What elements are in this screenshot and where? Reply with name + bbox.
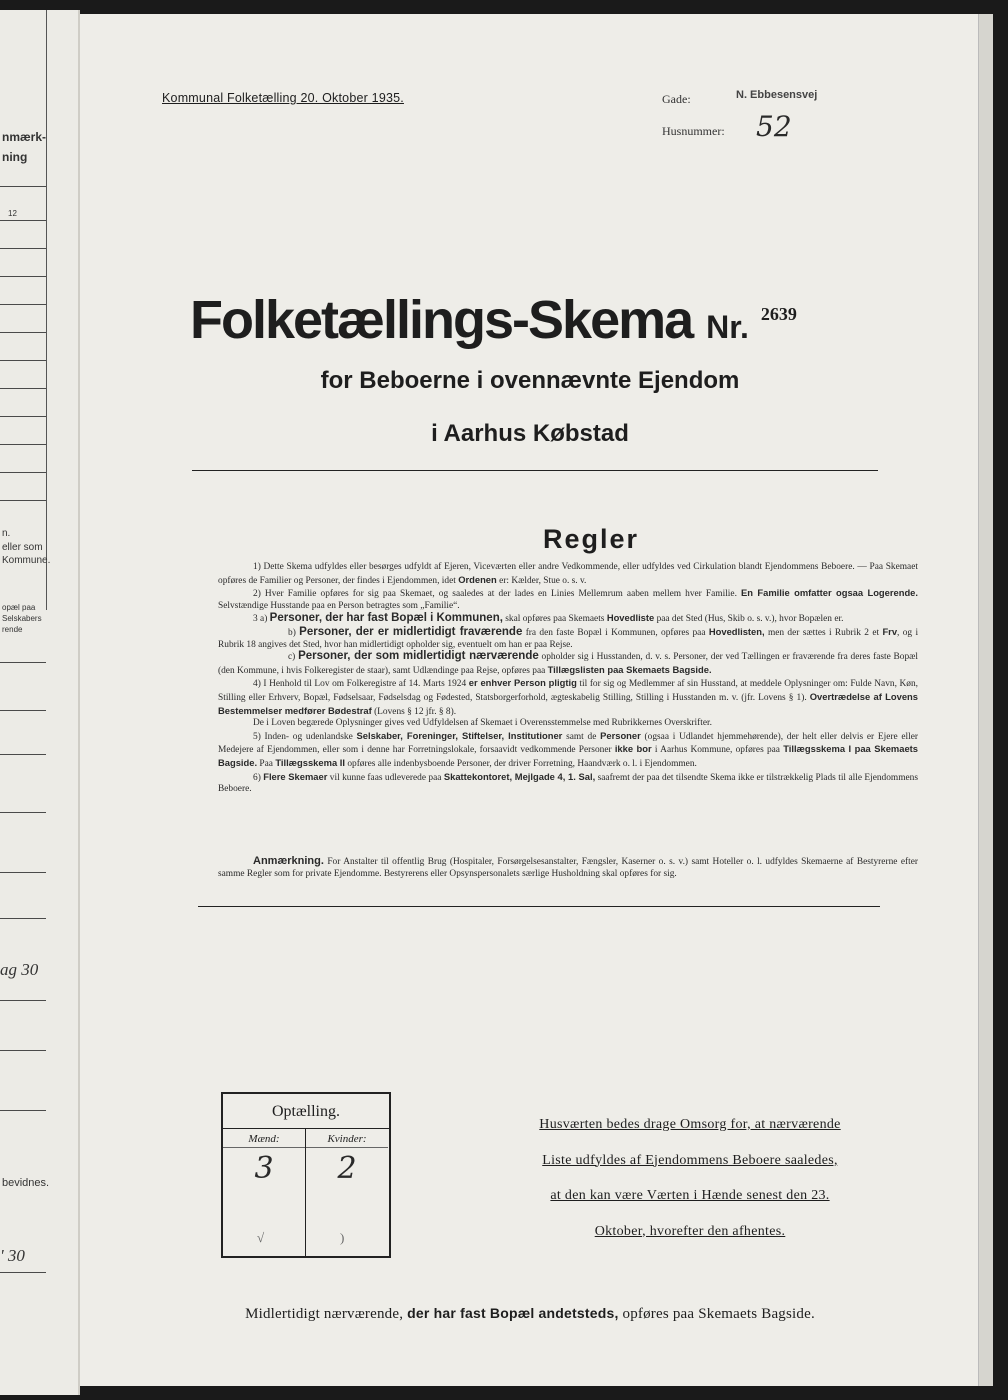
street-label: Gade: <box>662 92 691 106</box>
form-subtitle-2: i Aarhus Købstad <box>431 420 629 447</box>
rule <box>0 332 46 333</box>
count-box <box>221 1092 391 1258</box>
house-number-label: Husnummer: <box>662 124 725 138</box>
left-fragment-bopael: opæl paa <box>2 603 36 612</box>
page-edge <box>978 14 993 1386</box>
rule <box>0 360 46 361</box>
footer-part-3: opføres paa Skemaets Bagside. <box>622 1306 815 1322</box>
footer-part-2: der har fast Bopæl andetsteds, <box>407 1305 619 1321</box>
note-body: For Anstalter til offentlig Brug (Hospitaler, Forsørgelsesanstalter, Fængsler, Kaserner o. s. v.) samt Hoteller o. l. udfyldes Skemaerne af Bestyrerne efter samme Regler som for private Ejendomme. Bestyrerens eller Opsynspersonalets særlige Husholdning skal opføres for sig. <box>218 857 919 879</box>
house-number-value: 52 <box>756 110 792 143</box>
men-column <box>223 1129 306 1256</box>
divider-bottom <box>198 906 880 907</box>
left-fragment-2: ning <box>2 150 28 164</box>
men-check-mark: √ <box>257 1230 265 1245</box>
rule-4b: De i Loven begærede Oplysninger gives ved Udfyldelsen af Skemaet i Overensstemmelse med Rubrikkernes Overskrifter. <box>253 718 712 729</box>
left-fragment-rende: rende <box>2 625 23 634</box>
rule <box>0 444 46 445</box>
census-title: Kommunal Folketælling 20. Oktober 1935. <box>162 91 404 105</box>
instructions-line-4: Oktober, hvorefter den afhentes. <box>594 1223 786 1239</box>
left-handwriting-1: ag 30 <box>0 960 39 979</box>
form-subtitle-1: for Beboerne i ovennævnte Ejendom <box>320 367 740 394</box>
left-fragment-eller: eller som <box>2 542 43 553</box>
divider-top <box>192 470 878 471</box>
rule <box>0 710 46 711</box>
form-nr-label: Nr. <box>706 309 749 345</box>
left-handwriting-2: ' 30 <box>0 1246 25 1265</box>
rule <box>0 304 46 305</box>
rule-5: 5) Inden- og udenlandske Selskaber, Foreninger, Stiftelser, Institutioner samt de Personer (ogsaa i Udlandet hjemmehørende), der helt eller delvis er Ejere eller Medejere af Ejendommen, eller som i denne har Forretningslokale, forsaavidt vedkommende Personer ikke bor i Aarhus Kommune, opføres paa Tillægsskema I paa Skemaets Bagside. Paa Tillægsskema II opføres alle indenbysboende Personer, der driver Forretning, Haandværk o. l. i Ejendommen. <box>218 729 919 769</box>
rule <box>0 754 46 755</box>
column-line <box>46 10 47 610</box>
left-fragment-1: nmærk- <box>2 130 47 144</box>
rule <box>0 388 46 389</box>
rule <box>0 1000 46 1001</box>
rule <box>0 276 46 277</box>
form-title-main: Folketællings-Skema <box>190 290 693 350</box>
rule-3c: c) Personer, der som midlertidigt nærværende opholder sig i Husstanden, d. v. s. Personer, der ved Tællingen er fraværende fra deres faste Bopæl (den Kommune, i hvis Folkeregister de staar), samt Udlændinge paa Rejse, opføres paa Tillægslisten paa Skemaets Bagside. <box>218 650 919 676</box>
rule <box>0 1272 46 1273</box>
rule-3a: 3 a) Personer, der har fast Bopæl i Kommunen, skal opføres paa Skemaets Hovedliste paa det Sted (Hus, Skib o. s. v.), hvor Bopælen er. <box>253 612 844 625</box>
men-label: Mænd: <box>223 1129 305 1148</box>
rule <box>0 872 46 873</box>
left-fragment-kommune: Kommune. <box>2 555 51 566</box>
rule <box>0 500 46 501</box>
women-label: Kvinder: <box>306 1129 388 1148</box>
rules-heading: Regler <box>542 524 640 554</box>
instructions-line-1: Husværten bedes drage Omsorg for, at nærværende <box>539 1117 841 1132</box>
form-title <box>190 289 797 351</box>
left-fragment-bevidnes: bevidnes. <box>2 1177 50 1189</box>
form-number: 2639 <box>760 304 797 324</box>
rule-1: 1) Dette Skema udfyldes eller besørges udfyldt af Ejeren, Viceværten eller andre Vedkommende, eller udfyldes ved Cirkulation blandt Ejendommens Beboere. — Paa Skemaet opføres de Familier og Personer, der findes i Ejendommen, idet Ordenen er: Kælder, Stue o. s. v. <box>218 562 918 586</box>
rule <box>0 248 46 249</box>
rule <box>0 1050 46 1051</box>
rule <box>0 812 46 813</box>
rule-3b: b) Personer, der er midlertidigt fraværende fra den faste Bopæl i Kommunen, opføres paa Hovedlisten, men der sættes i Rubrik 2 et Frv, og i Rubrik 18 angives det Sted, hvor han midlertidigt opholder sig, eventuelt om han er paa Rejse. <box>218 625 919 650</box>
rule-4: 4) I Henhold til Lov om Folkeregistre af 14. Marts 1924 er enhver Person pligtig til for sig og Medlemmer af sin Husstand, at meddele Oplysninger om: Fulde Navn, Køn, Stilling eller Erhverv, Bopæl, Fødselsaar, Fødselsdag og Fødested, Statsborgerforhold, ægteskabelig Stilling, Stilling i Husstanden m. v. (jfr. Lovens § 1). Overtrædelse af Lovens Bestemmelser medfører Bødestraf (Lovens § 12 jfr. § 8). <box>218 677 919 717</box>
rule <box>0 918 46 919</box>
note-label: Anmærkning. <box>253 855 324 867</box>
previous-page-strip <box>0 10 80 1395</box>
footer-part-1: Midlertidigt nærværende, <box>245 1306 404 1322</box>
left-fragment-n: n. <box>2 528 11 539</box>
landlord-instructions <box>520 1107 860 1249</box>
rule <box>0 220 46 221</box>
left-fragment-selskab: Selskabers <box>2 614 42 623</box>
instructions-line-2: Liste udfyldes af Ejendommens Beboere saaledes, <box>542 1152 838 1168</box>
count-box-title: Optælling. <box>223 1094 389 1129</box>
instructions-line-3: at den kan være Værten i Hænde senest den 23. <box>550 1188 830 1203</box>
women-column <box>306 1129 388 1256</box>
rule <box>0 662 46 663</box>
census-form-page <box>80 14 980 1386</box>
rule-2: 2) Hver Familie opføres for sig paa Skemaet, og saaledes at der lades en Linies Mellemrum aaben mellem hver Familie. En Familie omfatter ogsaa Logerende. Selvstændige Husstande paa en Person betragtes som „Familie“. <box>218 587 918 611</box>
rules-text <box>218 562 918 796</box>
rule-6: 6) Flere Skemaer vil kunne faas udleverede paa Skattekontoret, Mejlgade 4, 1. Sal, saafremt der paa det tilsendte Skema ikke er tilstrækkelig Plads til alle Ejendommens Beboere. <box>218 770 919 795</box>
rule <box>0 472 46 473</box>
rule <box>0 1110 46 1111</box>
footer-note <box>80 1305 980 1323</box>
note-text <box>218 856 918 880</box>
street-value: N. Ebbesensvej <box>736 89 818 101</box>
women-check-mark: ) <box>340 1230 345 1245</box>
left-fragment-12: 12 <box>8 209 17 218</box>
men-count: 3 <box>254 1151 274 1186</box>
rule <box>0 416 46 417</box>
women-count: 2 <box>337 1151 357 1186</box>
rule <box>0 186 46 187</box>
